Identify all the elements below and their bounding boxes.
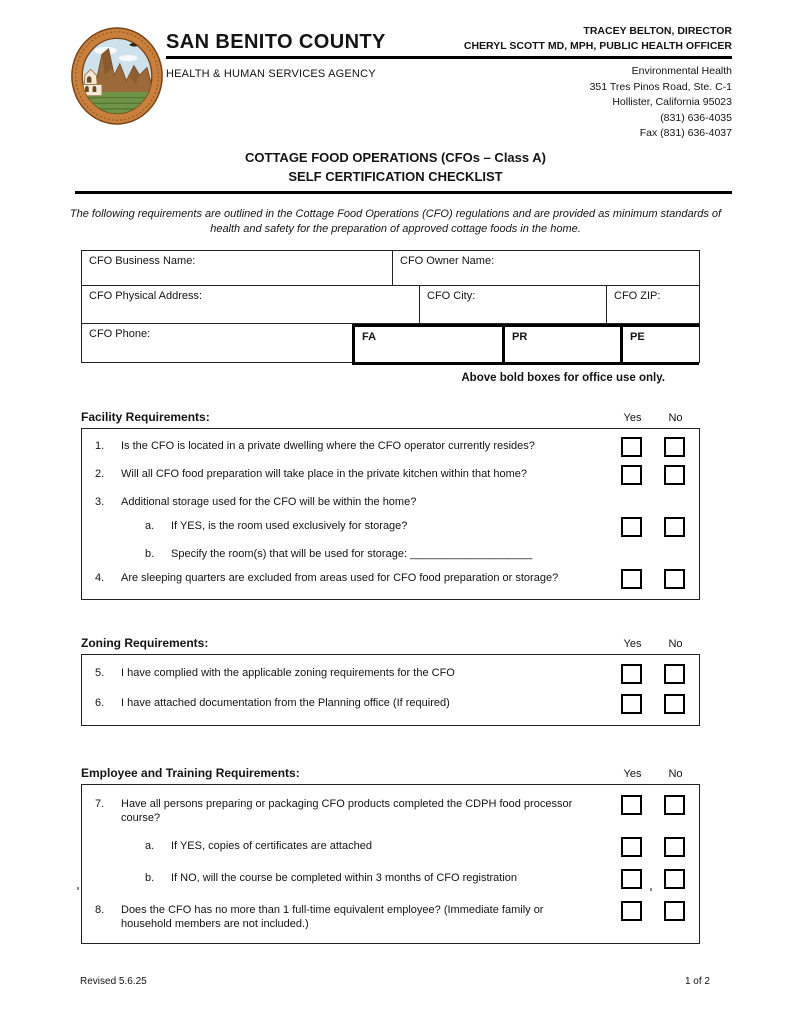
yes-no-column-labels [622,768,686,780]
physical-address-label: CFO Physical Address: [89,290,203,302]
city-state-zip: Hollister, California 95023 [612,96,732,108]
department-name: Environmental Health [631,65,732,77]
employee-heading: Employee and Training Requirements: [81,766,300,780]
agency-name: HEALTH & HUMAN SERVICES AGENCY [166,68,376,80]
checkbox-no[interactable] [664,901,685,921]
checkbox-yes[interactable] [621,694,642,714]
storage-room-write-in[interactable]: Specify the room(s) that will be used for storage: ____________________ [171,548,533,560]
yes-column-label: Yes [623,638,642,650]
phone-label: CFO Phone: [89,328,151,340]
facility-item-2 [82,462,699,490]
checkbox-no[interactable] [664,869,685,889]
zoning-heading: Zoning Requirements: [81,636,209,650]
employee-item-8 [82,896,699,938]
item-text: If YES, copies of certificates are attached [171,840,372,852]
item-number: a. [145,520,155,532]
facility-requirements-box [81,428,700,600]
item-text: I have attached documentation from the Planning office (If required) [121,697,450,709]
zoning-item-5 [82,660,699,690]
facility-section-header [81,410,700,424]
item-number: 3. [95,496,105,508]
intro-paragraph: The following requirements are outlined in the Cottage Food Operations (CFO) regulations and are provided as minimum standards of health and safety for the preparation of approved cottage foods in the home. [69,208,722,235]
fax-number: Fax (831) 636-4037 [639,127,732,139]
zip-field[interactable] [607,286,699,323]
item-number: 6. [95,697,105,709]
page-number: 1 of 2 [684,976,710,987]
item-number: 4. [95,572,105,584]
item-text: Have all persons preparing or packaging CFO products completed the CDPH food processor course? [121,798,573,824]
phone-field[interactable] [82,324,352,362]
zip-label: CFO ZIP: [614,290,661,302]
item-text: Does the CFO has no more than 1 full-time equivalent employee? (Immediate family or household members are not included.) [121,904,544,930]
city-label: CFO City: [427,290,476,302]
office-use-note: Above bold boxes for office use only. [461,372,665,384]
officials-block [464,24,732,56]
item-number: a. [145,840,155,852]
no-column-label: No [668,638,683,650]
checkbox-no[interactable] [664,465,685,485]
letterhead [70,24,732,142]
health-officer-name: CHERYL SCOTT MD, MPH, PUBLIC HEALTH OFFICER [463,40,732,52]
zoning-section-header [81,636,700,650]
title-line-2: SELF CERTIFICATION CHECKLIST [288,169,503,184]
applicant-info-table [81,250,700,363]
physical-address-field[interactable] [82,286,420,323]
item-number: 1. [95,440,105,452]
checkbox-yes[interactable] [621,901,642,921]
item-number: b. [145,872,155,884]
stray-dot [650,888,652,891]
department-address-block [590,64,732,142]
business-name-field[interactable] [82,251,393,285]
title-line-1: COTTAGE FOOD OPERATIONS (CFOs – Class A) [245,150,546,165]
phone-number: (831) 636-4035 [660,111,732,124]
checkbox-no[interactable] [664,517,685,537]
checkbox-no[interactable] [664,437,685,457]
office-fa-label: FA [362,331,377,343]
zoning-item-6 [82,690,699,720]
owner-name-label: CFO Owner Name: [400,255,495,267]
owner-name-field[interactable] [393,251,699,285]
item-text: Additional storage used for the CFO will be within the home? [121,496,417,508]
street-address: 351 Tres Pinos Road, Ste. C-1 [589,80,732,93]
facility-heading: Facility Requirements: [81,410,210,424]
zoning-requirements-box [81,654,700,726]
item-number: 2. [95,468,105,480]
no-column-label: No [668,412,683,424]
item-text: Will all CFO food preparation will take place in the private kitchen within that home? [121,468,527,480]
county-seal-logo [70,26,164,126]
checkbox-yes[interactable] [621,437,642,457]
document-title [0,148,791,186]
business-name-label: CFO Business Name: [89,255,196,267]
item-text: If NO, will the course be completed within 3 months of CFO registration [171,872,518,884]
revision-date: Revised 5.6.25 [80,976,147,987]
checkbox-yes[interactable] [621,465,642,485]
county-name: SAN BENITO COUNTY [166,31,386,53]
checkbox-no[interactable] [664,569,685,589]
checkbox-no[interactable] [664,664,685,684]
yes-column-label: Yes [623,412,642,424]
item-number: b. [145,548,155,560]
facility-item-3 [82,490,699,514]
item-number: 5. [95,667,105,679]
employee-item-7b [82,864,699,896]
facility-item-4 [82,566,699,594]
stray-dot [77,887,79,890]
checkbox-no[interactable] [664,795,685,815]
facility-item-3b [82,542,699,566]
header-rule [166,56,732,59]
yes-column-label: Yes [623,768,642,780]
yes-no-column-labels [622,638,686,650]
checkbox-yes[interactable] [621,664,642,684]
office-pr-label: PR [512,331,528,343]
title-rule [75,191,732,194]
office-fa-box[interactable] [352,324,505,365]
office-pe-label: PE [630,331,645,343]
facility-item-3a [82,514,699,542]
office-pr-box[interactable] [502,324,623,365]
city-field[interactable] [420,286,607,323]
yes-no-column-labels [622,412,686,424]
checkbox-no[interactable] [664,837,685,857]
director-name: TRACEY BELTON, DIRECTOR [583,25,732,37]
item-text: If YES, is the room used exclusively for storage? [171,520,408,532]
checkbox-yes[interactable] [621,869,642,889]
checkbox-yes[interactable] [621,837,642,857]
employee-requirements-box [81,784,700,944]
item-number: 7. [95,798,105,810]
item-text: I have complied with the applicable zoning requirements for the CFO [121,667,455,679]
employee-item-7 [82,790,699,832]
no-column-label: No [668,768,683,780]
checkbox-yes[interactable] [621,569,642,589]
item-text: Is the CFO is located in a private dwelling where the CFO operator currently resides? [121,440,535,452]
checkbox-yes[interactable] [621,517,642,537]
item-text: Are sleeping quarters are excluded from areas used for CFO food preparation or storage? [121,572,559,584]
checkbox-yes[interactable] [621,795,642,815]
employee-item-7a [82,832,699,864]
office-pe-box[interactable] [620,324,699,365]
checkbox-no[interactable] [664,694,685,714]
facility-item-1 [82,434,699,462]
employee-section-header [81,766,700,780]
item-number: 8. [95,904,105,916]
